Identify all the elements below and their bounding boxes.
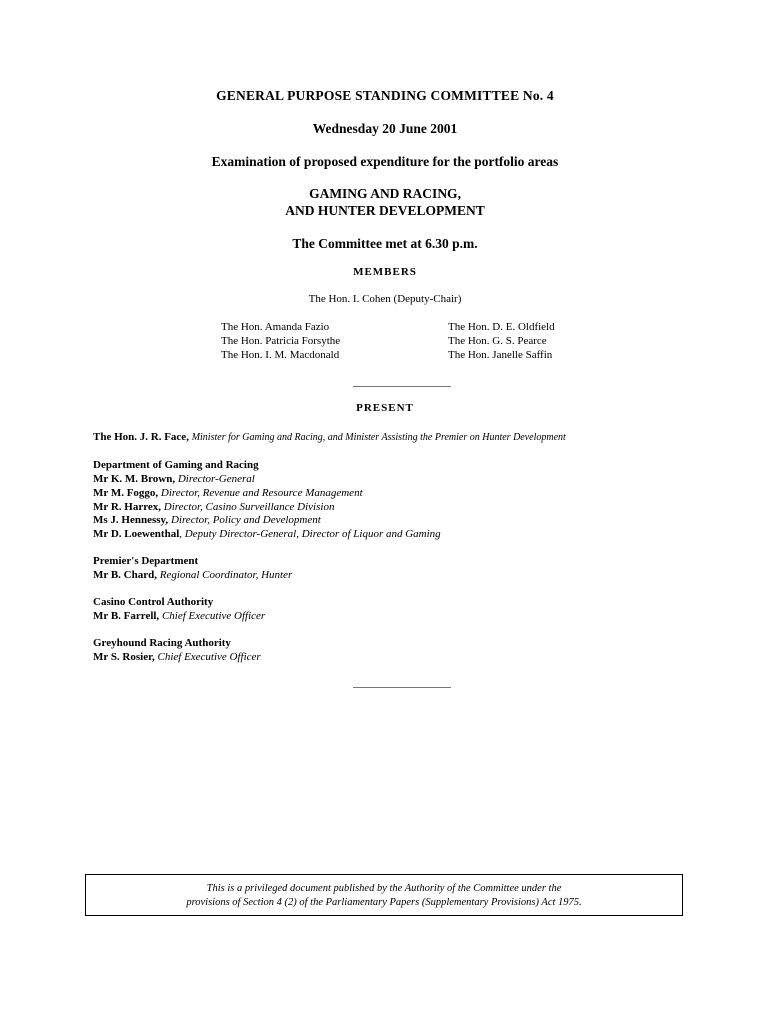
- witness-name: Mr B. Farrell,: [93, 610, 160, 622]
- minister-entry: [93, 430, 566, 445]
- witness-entry: [93, 472, 255, 486]
- member-name: The Hon. G. S. Pearce: [448, 335, 547, 347]
- members-left-column: [221, 320, 340, 362]
- witness-role: Director, Policy and Development: [170, 514, 321, 526]
- witness-entry: [93, 513, 321, 527]
- privilege-notice-box: [85, 874, 683, 916]
- committee-title: GENERAL PURPOSE STANDING COMMITTEE No. 4: [216, 88, 554, 103]
- witness-entry: [93, 650, 261, 664]
- portfolio-line-2: AND HUNTER DEVELOPMENT: [285, 203, 485, 218]
- deputy-chair: The Hon. I. Cohen (Deputy-Chair): [308, 293, 462, 305]
- portfolio-line-1: GAMING AND RACING,: [309, 186, 461, 201]
- agency-heading: Greyhound Racing Authority: [93, 637, 231, 649]
- hearing-subject: Examination of proposed expenditure for the portfolio areas: [211, 154, 559, 169]
- members-heading: MEMBERS: [353, 266, 417, 278]
- witness-role: Director, Revenue and Resource Management: [160, 487, 363, 499]
- witness-role: Chief Executive Officer: [161, 610, 266, 622]
- witness-entry: [93, 486, 363, 500]
- witness-entry: [93, 609, 265, 623]
- agency-heading: Department of Gaming and Racing: [93, 459, 259, 471]
- witness-role: Director, Casino Surveillance Division: [163, 501, 335, 513]
- witness-role: Regional Coordinator, Hunter: [159, 569, 293, 581]
- agency-heading: Premier's Department: [93, 555, 199, 567]
- members-right-column: [448, 320, 555, 362]
- member-name: The Hon. Amanda Fazio: [221, 321, 330, 333]
- witness-name: Mr R. Harrex,: [93, 501, 162, 513]
- witness-role: Chief Executive Officer: [157, 651, 261, 663]
- member-name: The Hon. I. M. Macdonald: [221, 349, 340, 361]
- witness-name: Mr M. Foggo,: [93, 487, 159, 499]
- witness-name: Mr B. Chard,: [93, 569, 157, 581]
- witness-name: Ms J. Hennessy,: [93, 514, 169, 526]
- witness-name: Mr K. M. Brown,: [93, 473, 176, 485]
- member-name: The Hon. D. E. Oldfield: [448, 321, 555, 333]
- witness-entry: [93, 500, 334, 514]
- minister-role: Minister for Gaming and Racing, and Minister Assisting the Premier on Hunter Development: [191, 432, 566, 443]
- witness-entry: [93, 568, 292, 582]
- minister-name: The Hon. J. R. Face,: [93, 431, 189, 443]
- witness-role: , Deputy Director-General, Director of Liquor and Gaming: [179, 528, 441, 540]
- witness-role: Director-General: [177, 473, 255, 485]
- member-name: The Hon. Patricia Forsythe: [221, 335, 341, 347]
- witness-name: Mr D. Loewenthal: [93, 528, 180, 540]
- meeting-time: The Committee met at 6.30 p.m.: [292, 236, 478, 251]
- member-name: The Hon. Janelle Saffin: [448, 349, 553, 361]
- separator-rule: [353, 386, 451, 387]
- agency-heading: Casino Control Authority: [93, 596, 214, 608]
- privilege-notice-line-1: This is a privileged document published by the Authority of the Committee under the: [206, 883, 562, 894]
- witness-entry: [93, 527, 441, 541]
- privilege-notice-line-2: provisions of Section 4 (2) of the Parliamentary Papers (Supplementary Provisions) Act 1975.: [186, 897, 582, 908]
- witness-name: Mr S. Rosier,: [93, 651, 155, 663]
- hearing-date: Wednesday 20 June 2001: [312, 121, 458, 136]
- separator-rule: [353, 687, 451, 688]
- present-heading: PRESENT: [356, 402, 414, 414]
